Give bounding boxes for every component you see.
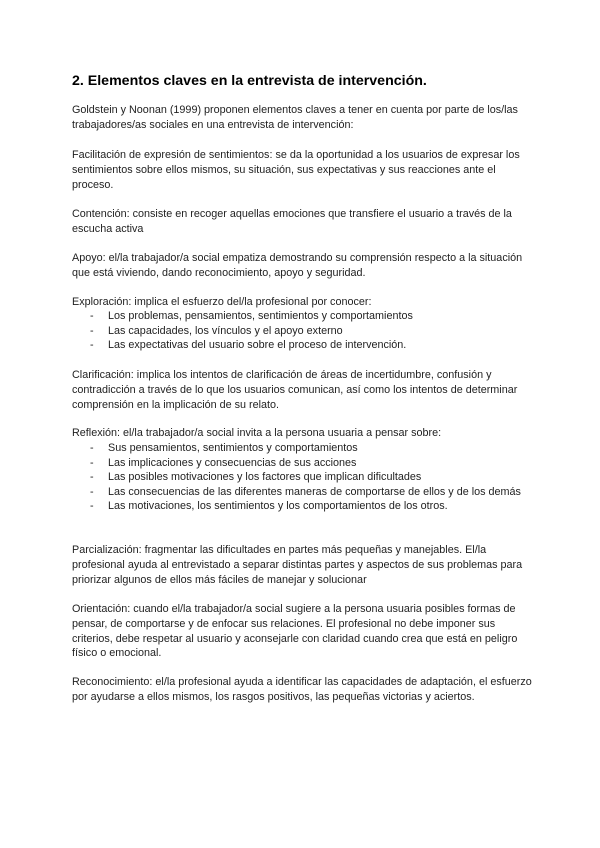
apoyo-paragraph: Apoyo: el/la trabajador/a social empatiza demostrando su comprensión respecto a la situación que está viviendo, dando reconocimiento, apoyo y seguridad. bbox=[72, 252, 523, 279]
list-item: - Los problemas, pensamientos, sentimientos y comportamientos bbox=[90, 310, 413, 322]
parcializacion-paragraph: Parcialización: fragmentar las dificultades en partes más pequeñas y manejables. El/la profesional ayuda al entrevistado a separar distintas partes y aspectos de sus problemas para priorizar algunos de ellos más fáciles de manejar y solucionar bbox=[72, 544, 523, 586]
clarificacion-paragraph: Clarificación: implica los intentos de clarificación de áreas de incertidumbre, confusión y contradicción a través de lo que los usuarios comunican, así como los intentos de determinar comprensión en la implicación de su relato. bbox=[72, 369, 518, 411]
exploracion-list bbox=[72, 309, 532, 353]
exploracion-paragraph: Exploración: implica el esfuerzo del/la profesional por conocer: bbox=[72, 296, 372, 308]
section-heading: 2. Elementos claves en la entrevista de intervención. bbox=[72, 73, 427, 89]
reflexion-paragraph: Reflexión: el/la trabajador/a social invita a la persona usuaria a pensar sobre: bbox=[72, 427, 442, 439]
list-item: - Las consecuencias de las diferentes maneras de comportarse de ellos y de los demás bbox=[90, 485, 521, 498]
bullet-dash: - bbox=[90, 500, 94, 513]
orientacion-paragraph: Orientación: cuando el/la trabajador/a social sugiere a la persona usuaria posibles formas de pensar, de comportarse y de enfocar sus relaciones. El profesional no debe imponer sus criterios, debe respetar al usuario y aconsejarle con claridad cuando crea que está en peligro físico o emocional. bbox=[72, 603, 518, 660]
bullet-dash: - bbox=[90, 471, 94, 484]
list-item: - Sus pensamientos, sentimientos y comportamientos bbox=[90, 442, 358, 454]
list-item: - Las expectativas del usuario sobre el proceso de intervención. bbox=[90, 339, 407, 352]
list-item: - Las motivaciones, los sentimientos y los comportamientos de los otros. bbox=[90, 500, 448, 513]
bullet-dash: - bbox=[90, 485, 94, 498]
reconocimiento-paragraph: Reconocimiento: el/la profesional ayuda a identificar las capacidades de adaptación, el esfuerzo por ayudarse a ellos mismos, los rasgos positivos, las pequeñas victorias y aciertos. bbox=[72, 676, 532, 703]
contencion-paragraph: Contención: consiste en recoger aquellas emociones que transfiere el usuario a través de la escucha activa bbox=[72, 208, 512, 235]
bullet-dash: - bbox=[90, 324, 94, 337]
bullet-dash: - bbox=[90, 310, 94, 322]
list-item: - Las implicaciones y consecuencias de sus acciones bbox=[90, 456, 357, 469]
list-item: - Las posibles motivaciones y los factores que implican dificultades bbox=[90, 471, 422, 484]
list-item: - Las capacidades, los vínculos y el apoyo externo bbox=[90, 324, 343, 337]
bullet-dash: - bbox=[90, 456, 94, 469]
reflexion-list bbox=[72, 441, 532, 514]
intro-paragraph: Goldstein y Noonan (1999) proponen elementos claves a tener en cuenta por parte de los/las trabajadores/as sociales en una entrevista de intervención: bbox=[72, 104, 518, 131]
facilitacion-paragraph: Facilitación de expresión de sentimientos: se da la oportunidad a los usuarios de expresar los sentimientos sobre ellos mismos, su situación, sus expectativas y sus reacciones ante el proceso. bbox=[72, 149, 520, 191]
bullet-dash: - bbox=[90, 339, 94, 352]
bullet-dash: - bbox=[90, 442, 94, 454]
